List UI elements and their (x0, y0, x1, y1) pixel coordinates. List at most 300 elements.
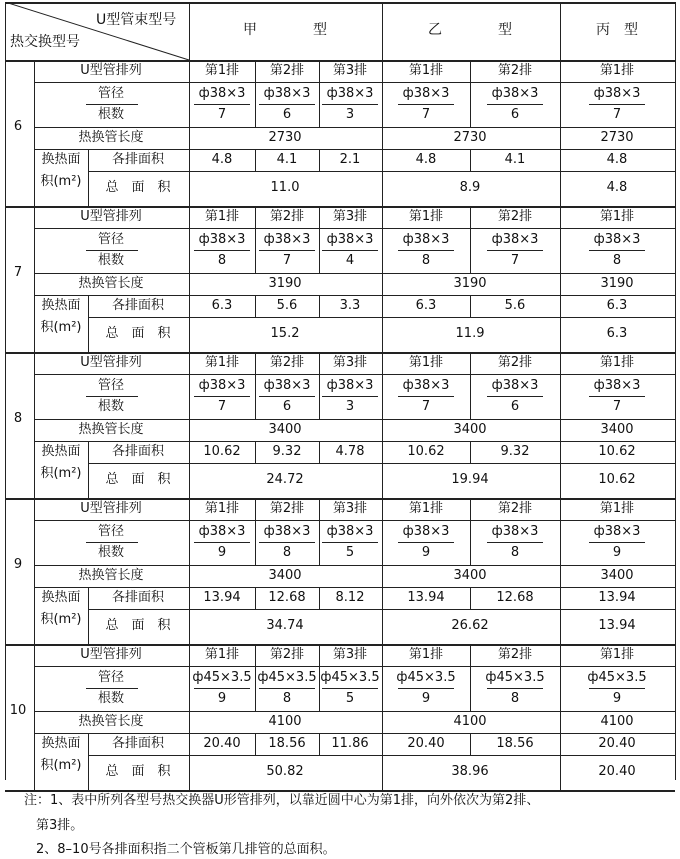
grid-line (34, 374, 675, 375)
cell-count: 7 (217, 107, 227, 122)
note-line-3: 2、8–10号各排面积指二个管板第几排管的总面积。 (36, 842, 336, 857)
model-number: 8 (13, 411, 23, 426)
grid-line (470, 295, 471, 317)
label-count: 根数 (97, 545, 125, 560)
grid-line (189, 498, 190, 644)
cell-count: 7 (421, 399, 431, 414)
fraction-bar (194, 250, 250, 251)
model-number: 6 (13, 119, 23, 134)
grid-line (470, 733, 471, 755)
cell-area: 10.62 (407, 444, 445, 459)
grid-line (319, 733, 320, 755)
grid-line (319, 60, 320, 127)
cell-diameter: ф38×3 (198, 232, 246, 247)
grid-line (34, 711, 675, 712)
cell-diameter: ф45×3.5 (485, 670, 545, 685)
grid-line (319, 498, 320, 565)
cell-diameter: ф38×3 (593, 524, 641, 539)
label-arrangement: U型管排列 (80, 209, 142, 224)
cell-row-position: 第3排 (332, 501, 368, 516)
fraction-bar (589, 104, 645, 105)
label-area-total: 总 面 积 (105, 180, 171, 195)
grid-line (319, 206, 320, 273)
grid-line (560, 206, 561, 352)
cell-area: 13.94 (203, 590, 241, 605)
label-count: 根数 (97, 107, 125, 122)
header-type-2: 丙 型 (596, 22, 638, 38)
cell-total-area: 4.8 (606, 180, 628, 195)
cell-count: 7 (217, 399, 227, 414)
fraction-bar (259, 542, 315, 543)
grid-line (255, 644, 256, 711)
grid-line (470, 60, 471, 127)
cell-length: 3400 (600, 422, 634, 437)
cell-count: 8 (282, 691, 292, 706)
cell-diameter: ф38×3 (326, 232, 374, 247)
grid-line (5, 498, 675, 500)
cell-length: 3400 (268, 568, 302, 583)
label-area-total: 总 面 积 (105, 618, 171, 633)
grid-line (382, 498, 383, 644)
cell-count: 9 (217, 691, 227, 706)
fraction-bar (322, 250, 378, 251)
cell-count: 6 (282, 107, 292, 122)
cell-length: 3190 (453, 276, 487, 291)
model-number: 7 (13, 265, 23, 280)
cell-diameter: ф38×3 (263, 378, 311, 393)
fraction-bar (398, 250, 454, 251)
cell-row-position: 第2排 (269, 501, 305, 516)
fraction-bar (487, 396, 543, 397)
grid-line (34, 228, 675, 229)
label-diameter: 管径 (97, 232, 125, 247)
cell-total-area: 10.62 (598, 472, 636, 487)
label-length: 热换管长度 (78, 422, 144, 437)
label-area-1: 换热面 (41, 152, 81, 167)
note-line-2: 第3排。 (36, 818, 84, 833)
header-type-0: 甲 型 (243, 22, 327, 38)
cell-count: 7 (612, 107, 622, 122)
grid-line (5, 2, 6, 780)
cell-row-position: 第1排 (204, 63, 240, 78)
cell-diameter: ф38×3 (198, 378, 246, 393)
grid-line (255, 587, 256, 609)
cell-count: 9 (612, 545, 622, 560)
fraction-bar (194, 688, 250, 689)
cell-total-area: 11.0 (270, 180, 300, 195)
fraction-bar (86, 250, 138, 251)
fraction-bar (398, 396, 454, 397)
cell-area: 20.40 (598, 736, 636, 751)
grid-line (382, 206, 383, 352)
cell-row-position: 第2排 (497, 501, 533, 516)
label-area-1: 换热面 (41, 298, 81, 313)
cell-total-area: 13.94 (598, 618, 636, 633)
label-length: 热换管长度 (78, 714, 144, 729)
cell-diameter: ф38×3 (198, 524, 246, 539)
label-count: 根数 (97, 253, 125, 268)
fraction-bar (322, 542, 378, 543)
label-area-1: 换热面 (41, 444, 81, 459)
cell-count: 7 (282, 253, 292, 268)
label-area-total: 总 面 积 (105, 326, 171, 341)
grid-line (34, 520, 675, 521)
cell-length: 3400 (600, 568, 634, 583)
cell-total-area: 26.62 (451, 618, 489, 633)
cell-total-area: 11.9 (455, 326, 485, 341)
grid-line (470, 352, 471, 419)
fraction-bar (194, 542, 250, 543)
cell-total-area: 24.72 (266, 472, 304, 487)
label-length: 热换管长度 (78, 130, 144, 145)
cell-area: 12.68 (268, 590, 306, 605)
grid-line (319, 587, 320, 609)
cell-diameter: ф45×3.5 (257, 670, 317, 685)
grid-line (255, 441, 256, 463)
cell-row-position: 第3排 (332, 355, 368, 370)
cell-row-position: 第2排 (497, 647, 533, 662)
grid-line (34, 149, 675, 150)
cell-length: 4100 (600, 714, 634, 729)
grid-line (255, 498, 256, 565)
label-count: 根数 (97, 399, 125, 414)
grid-line (34, 295, 675, 296)
label-area-1: 换热面 (41, 590, 81, 605)
grid-line (382, 60, 383, 206)
grid-line (34, 82, 675, 83)
label-length: 热换管长度 (78, 276, 144, 291)
cell-total-area: 50.82 (266, 764, 304, 779)
grid-line (34, 273, 675, 274)
cell-count: 8 (217, 253, 227, 268)
cell-count: 6 (282, 399, 292, 414)
cell-row-position: 第1排 (408, 209, 444, 224)
label-count: 根数 (97, 691, 125, 706)
cell-length: 2730 (268, 130, 302, 145)
label-area-total: 总 面 积 (105, 472, 171, 487)
grid-line (189, 352, 190, 498)
label-area-each: 各排面积 (111, 444, 165, 459)
cell-area: 9.32 (272, 444, 302, 459)
cell-total-area: 19.94 (451, 472, 489, 487)
cell-diameter: ф45×3.5 (320, 670, 380, 685)
header-bundle-type: U型管束型号 (96, 12, 177, 28)
fraction-bar (86, 396, 138, 397)
cell-count: 6 (510, 107, 520, 122)
cell-diameter: ф38×3 (263, 86, 311, 101)
fraction-bar (259, 688, 315, 689)
cell-diameter: ф38×3 (593, 378, 641, 393)
fraction-bar (589, 396, 645, 397)
cell-count: 4 (345, 253, 355, 268)
label-diameter: 管径 (97, 378, 125, 393)
cell-diameter: ф38×3 (593, 232, 641, 247)
label-area-each: 各排面积 (111, 736, 165, 751)
fraction-bar (398, 688, 454, 689)
cell-length: 3400 (268, 422, 302, 437)
grid-line (560, 352, 561, 498)
cell-count: 7 (510, 253, 520, 268)
label-diameter: 管径 (97, 670, 125, 685)
grid-line (88, 587, 89, 644)
grid-line (255, 206, 256, 273)
fraction-bar (398, 542, 454, 543)
cell-area: 10.62 (203, 444, 241, 459)
fraction-bar (86, 542, 138, 543)
cell-total-area: 8.9 (459, 180, 481, 195)
grid-line (5, 352, 675, 354)
cell-row-position: 第3排 (332, 63, 368, 78)
cell-row-position: 第1排 (408, 501, 444, 516)
grid-line (382, 2, 383, 60)
cell-diameter: ф38×3 (263, 232, 311, 247)
cell-total-area: 20.40 (598, 764, 636, 779)
grid-line (189, 644, 190, 790)
cell-row-position: 第1排 (599, 355, 635, 370)
cell-length: 3190 (600, 276, 634, 291)
cell-area: 11.86 (331, 736, 369, 751)
grid-line (88, 295, 89, 352)
cell-count: 6 (510, 399, 520, 414)
grid-line (88, 441, 89, 498)
grid-line (470, 206, 471, 273)
cell-area: 4.1 (276, 152, 298, 167)
grid-line (34, 498, 35, 644)
cell-length: 3400 (453, 568, 487, 583)
fraction-bar (487, 104, 543, 105)
note-line-1: 注：1、表中所列各型号热交换器U形管排列，以靠近圆中心为第1排，向外依次为第2排、 (24, 793, 540, 808)
fraction-bar (194, 396, 250, 397)
cell-length: 4100 (453, 714, 487, 729)
cell-area: 6.3 (606, 298, 628, 313)
fraction-bar (487, 542, 543, 543)
grid-line (34, 419, 675, 420)
label-arrangement: U型管排列 (80, 63, 142, 78)
cell-area: 18.56 (496, 736, 534, 751)
cell-total-area: 6.3 (606, 326, 628, 341)
cell-area: 13.94 (598, 590, 636, 605)
grid-line (470, 441, 471, 463)
label-arrangement: U型管排列 (80, 501, 142, 516)
cell-area: 4.8 (606, 152, 628, 167)
cell-row-position: 第3排 (332, 647, 368, 662)
grid-line (470, 644, 471, 711)
grid-line (560, 60, 561, 206)
fraction-bar (589, 688, 645, 689)
cell-row-position: 第1排 (599, 63, 635, 78)
fraction-bar (487, 250, 543, 251)
cell-row-position: 第1排 (408, 647, 444, 662)
fraction-bar (589, 250, 645, 251)
label-area-2: 积(m²) (40, 758, 82, 773)
cell-diameter: ф38×3 (402, 378, 450, 393)
grid-line (34, 127, 675, 128)
cell-row-position: 第2排 (269, 355, 305, 370)
cell-area: 20.40 (203, 736, 241, 751)
cell-count: 8 (282, 545, 292, 560)
label-arrangement: U型管排列 (80, 355, 142, 370)
fraction-bar (86, 104, 138, 105)
cell-diameter: ф38×3 (402, 86, 450, 101)
cell-length: 3190 (268, 276, 302, 291)
grid-line (34, 733, 675, 734)
grid-line (34, 206, 35, 352)
grid-line (255, 60, 256, 127)
grid-line (382, 644, 383, 790)
grid-line (470, 587, 471, 609)
cell-count: 8 (510, 691, 520, 706)
grid-line (189, 206, 190, 352)
grid-line (560, 498, 561, 644)
grid-line (34, 644, 35, 790)
model-number: 10 (9, 703, 27, 718)
cell-row-position: 第1排 (599, 209, 635, 224)
cell-count: 8 (612, 253, 622, 268)
label-area-each: 各排面积 (111, 152, 165, 167)
label-area-1: 换热面 (41, 736, 81, 751)
grid-line (34, 587, 675, 588)
cell-diameter: ф38×3 (402, 524, 450, 539)
label-arrangement: U型管排列 (80, 647, 142, 662)
cell-diameter: ф38×3 (402, 232, 450, 247)
cell-diameter: ф38×3 (491, 86, 539, 101)
cell-area: 10.62 (598, 444, 636, 459)
label-area-2: 积(m²) (40, 612, 82, 627)
cell-count: 9 (612, 691, 622, 706)
fraction-bar (487, 688, 543, 689)
cell-count: 3 (345, 399, 355, 414)
cell-diameter: ф45×3.5 (192, 670, 252, 685)
fraction-bar (259, 104, 315, 105)
cell-row-position: 第2排 (497, 63, 533, 78)
cell-total-area: 38.96 (451, 764, 489, 779)
label-area-each: 各排面积 (111, 298, 165, 313)
grid-line (319, 352, 320, 419)
cell-row-position: 第1排 (408, 355, 444, 370)
grid-line (675, 2, 676, 780)
grid-line (560, 644, 561, 790)
cell-diameter: ф38×3 (198, 86, 246, 101)
grid-line (319, 295, 320, 317)
cell-diameter: ф38×3 (326, 524, 374, 539)
model-number: 9 (13, 557, 23, 572)
fraction-bar (322, 396, 378, 397)
fraction-bar (398, 104, 454, 105)
cell-area: 5.6 (504, 298, 526, 313)
cell-row-position: 第2排 (269, 647, 305, 662)
cell-count: 9 (421, 545, 431, 560)
grid-line (319, 441, 320, 463)
fraction-bar (322, 104, 378, 105)
grid-line (88, 733, 89, 790)
cell-row-position: 第1排 (408, 63, 444, 78)
cell-area: 4.78 (335, 444, 365, 459)
label-area-total: 总 面 积 (105, 764, 171, 779)
label-diameter: 管径 (97, 86, 125, 101)
cell-area: 4.8 (415, 152, 437, 167)
label-area-2: 积(m²) (40, 466, 82, 481)
header-exchanger-type: 热交换型号 (10, 34, 80, 50)
cell-area: 2.1 (339, 152, 361, 167)
cell-area: 4.1 (504, 152, 526, 167)
grid-line (319, 149, 320, 171)
grid-line (382, 352, 383, 498)
label-area-2: 积(m²) (40, 320, 82, 335)
grid-line (5, 206, 675, 208)
cell-row-position: 第2排 (497, 355, 533, 370)
cell-diameter: ф38×3 (326, 378, 374, 393)
cell-diameter: ф45×3.5 (396, 670, 456, 685)
cell-count: 8 (421, 253, 431, 268)
cell-row-position: 第1排 (204, 209, 240, 224)
cell-count: 9 (421, 691, 431, 706)
grid-line (255, 149, 256, 171)
label-area-each: 各排面积 (111, 590, 165, 605)
label-area-2: 积(m²) (40, 174, 82, 189)
grid-line (34, 565, 675, 566)
label-diameter: 管径 (97, 524, 125, 539)
cell-diameter: ф38×3 (593, 86, 641, 101)
cell-length: 4100 (268, 714, 302, 729)
cell-diameter: ф38×3 (491, 232, 539, 247)
cell-area: 6.3 (211, 298, 233, 313)
cell-area: 8.12 (335, 590, 365, 605)
cell-count: 5 (345, 691, 355, 706)
grid-line (470, 149, 471, 171)
cell-count: 7 (612, 399, 622, 414)
grid-line (34, 666, 675, 667)
fraction-bar (194, 104, 250, 105)
header-type-1: 乙 型 (428, 22, 512, 38)
cell-total-area: 15.2 (270, 326, 300, 341)
cell-row-position: 第1排 (204, 647, 240, 662)
cell-row-position: 第2排 (269, 63, 305, 78)
label-length: 热换管长度 (78, 568, 144, 583)
cell-area: 20.40 (407, 736, 445, 751)
cell-area: 13.94 (407, 590, 445, 605)
cell-length: 3400 (453, 422, 487, 437)
cell-length: 2730 (453, 130, 487, 145)
cell-area: 9.32 (500, 444, 530, 459)
grid-line (189, 60, 190, 206)
cell-area: 18.56 (268, 736, 306, 751)
cell-row-position: 第1排 (204, 501, 240, 516)
grid-line (255, 295, 256, 317)
cell-total-area: 34.74 (266, 618, 304, 633)
cell-row-position: 第3排 (332, 209, 368, 224)
cell-count: 8 (510, 545, 520, 560)
grid-line (88, 149, 89, 206)
cell-diameter: ф38×3 (326, 86, 374, 101)
cell-diameter: ф38×3 (263, 524, 311, 539)
cell-area: 6.3 (415, 298, 437, 313)
cell-area: 3.3 (339, 298, 361, 313)
cell-row-position: 第1排 (599, 647, 635, 662)
cell-count: 5 (345, 545, 355, 560)
grid-line (255, 733, 256, 755)
cell-count: 9 (217, 545, 227, 560)
grid-line (5, 644, 675, 646)
cell-length: 2730 (600, 130, 634, 145)
grid-line (470, 498, 471, 565)
fraction-bar (86, 688, 138, 689)
cell-row-position: 第2排 (269, 209, 305, 224)
cell-diameter: ф38×3 (491, 378, 539, 393)
cell-row-position: 第1排 (204, 355, 240, 370)
grid-line (34, 352, 35, 498)
cell-row-position: 第1排 (599, 501, 635, 516)
cell-area: 4.8 (211, 152, 233, 167)
